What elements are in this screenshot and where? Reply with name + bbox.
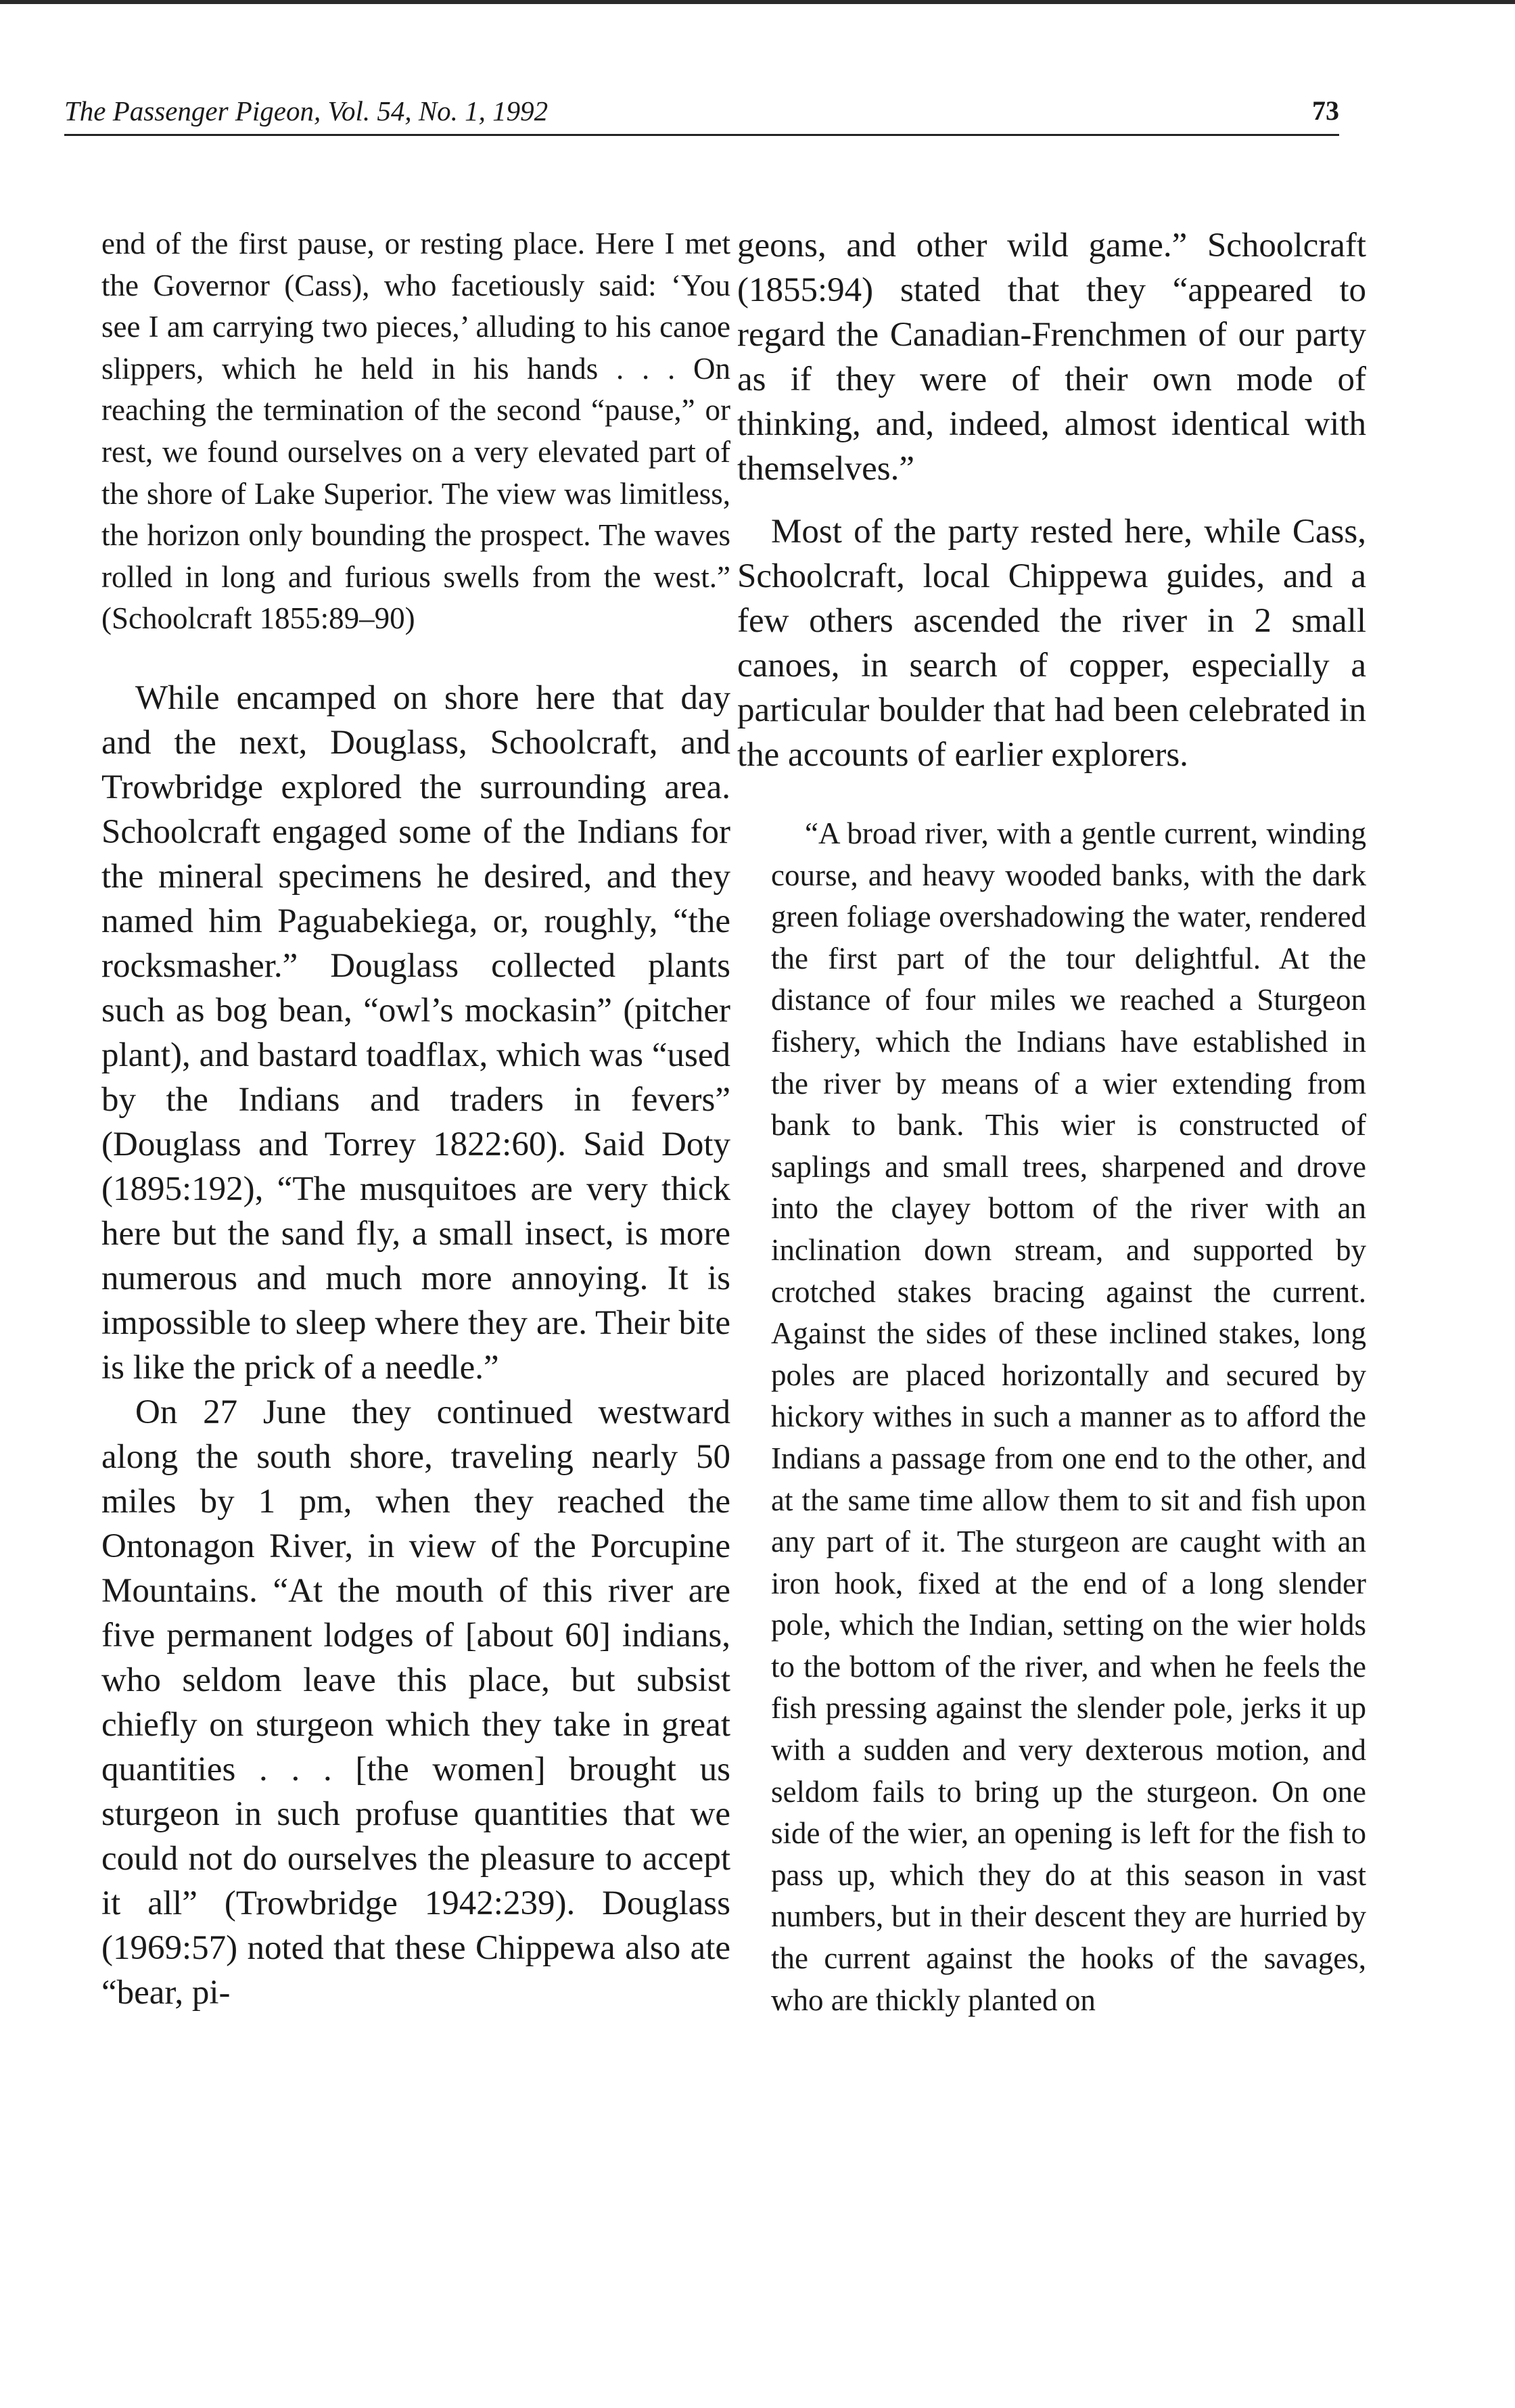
paragraph-ontonagon: On 27 June they continued westward along the south shore, traveling nearly 50 miles by 1 pm, when they reached the Ontonagon River, in view of the Porcupine Mountains. “At the mouth of this river are five permanent lodges of [about 60] indians, who seldom leave this place, but subsist chiefly on sturgeon which they take in great quantities . . . [the women] brought us sturgeon in such profuse quantities that we could not do ourselves the pleasure to accept it all” (Trowbridge 1942:239). Douglass (1969:57) noted that these Chippewa also ate “bear, pi-	[101, 1393, 730, 2012]
block-quote-ending: end of the first pause, or resting place. Here I met the Governor (Cass), who facetiously said: ‘You see I am carrying two pieces,’ alluding to his canoe slippers, which he held in his hands . . . On reaching the termination of the second “pause,” or rest, we found ourselves on a very elevated part of the shore of Lake Superior. The view was limitless, the horizon only bounding the prospect. The waves rolled in long and furious swells from the west.” (Schoolcraft 1855:89–90)	[101, 227, 730, 636]
left-column	[101, 223, 730, 2015]
running-header	[64, 93, 1339, 136]
paragraph-continuation: geons, and other wild game.” Schoolcraft (1855:94) stated that they “appeared to regard the Canadian-Frenchmen of our party as if they were of their own mode of thinking, and, indeed, almost identical with themselves.”	[737, 227, 1366, 488]
page-number: 73	[1312, 95, 1339, 126]
paragraph-ascent: Most of the party rested here, while Cass, Schoolcraft, local Chippewa guides, and a few others ascended the river in 2 small canoes, in search of copper, especially a particular boulder that had been celebrated in the accounts of earlier explorers.	[737, 513, 1366, 774]
top-border-rule	[0, 0, 1515, 4]
paragraph-encampment: While encamped on shore here that day and the next, Douglass, Schoolcraft, and Trowbridge explored the surrounding area. Schoolcraft engaged some of the Indians for the mineral specimens he desired, and they named him Paguabekiega, or, roughly, “the rocksmasher.” Douglass collected plants such as bog bean, “owl’s mockasin” (pitcher plant), and bastard toadflax, which was “used by the Indians and traders in fevers” (Douglass and Torrey 1822:60). Said Doty (1895:192), “The musquitoes are very thick here but the sand fly, a small insect, is more numerous and much more annoying. It is impossible to sleep where they are. Their bite is like the prick of a needle.”	[101, 678, 730, 1387]
journal-citation: The Passenger Pigeon, Vol. 54, No. 1, 1992	[64, 95, 549, 126]
block-quote-sturgeon-fishery: “A broad river, with a gentle current, winding course, and heavy wooded banks, with the dark green foliage overshadowing the water, rendered the first part of the tour delightful. At the distance of four miles we reached a Sturgeon fishery, which the Indians have established in the river by means of a wier extending from bank to bank. This wier is constructed of saplings and small trees, sharpened and drove into the clayey bottom of the river with an inclination down stream, and supported by crotched stakes bracing against the current. Against the sides of these inclined stakes, long poles are placed horizontally and secured by hickory withes in such a manner as to afford the Indians a passage from one end to the other, and at the same time allow them to sit and fish upon any part of it. The sturgeon are caught with an iron hook, fixed at the end of a long slender pole, which the Indian, setting on the wier holds to the bottom of the river, and when he feels the fish pressing against the slender pole, jerks it up with a sudden and very dexterous motion, and seldom fails to bring up the sturgeon. On one side of the wier, an opening is left for the fish to pass up, which they do at this season in vast numbers, but in their descent they are hurried by the current against the hooks of the savages, who are thickly planted on	[771, 816, 1366, 2017]
right-column	[737, 223, 1366, 2021]
